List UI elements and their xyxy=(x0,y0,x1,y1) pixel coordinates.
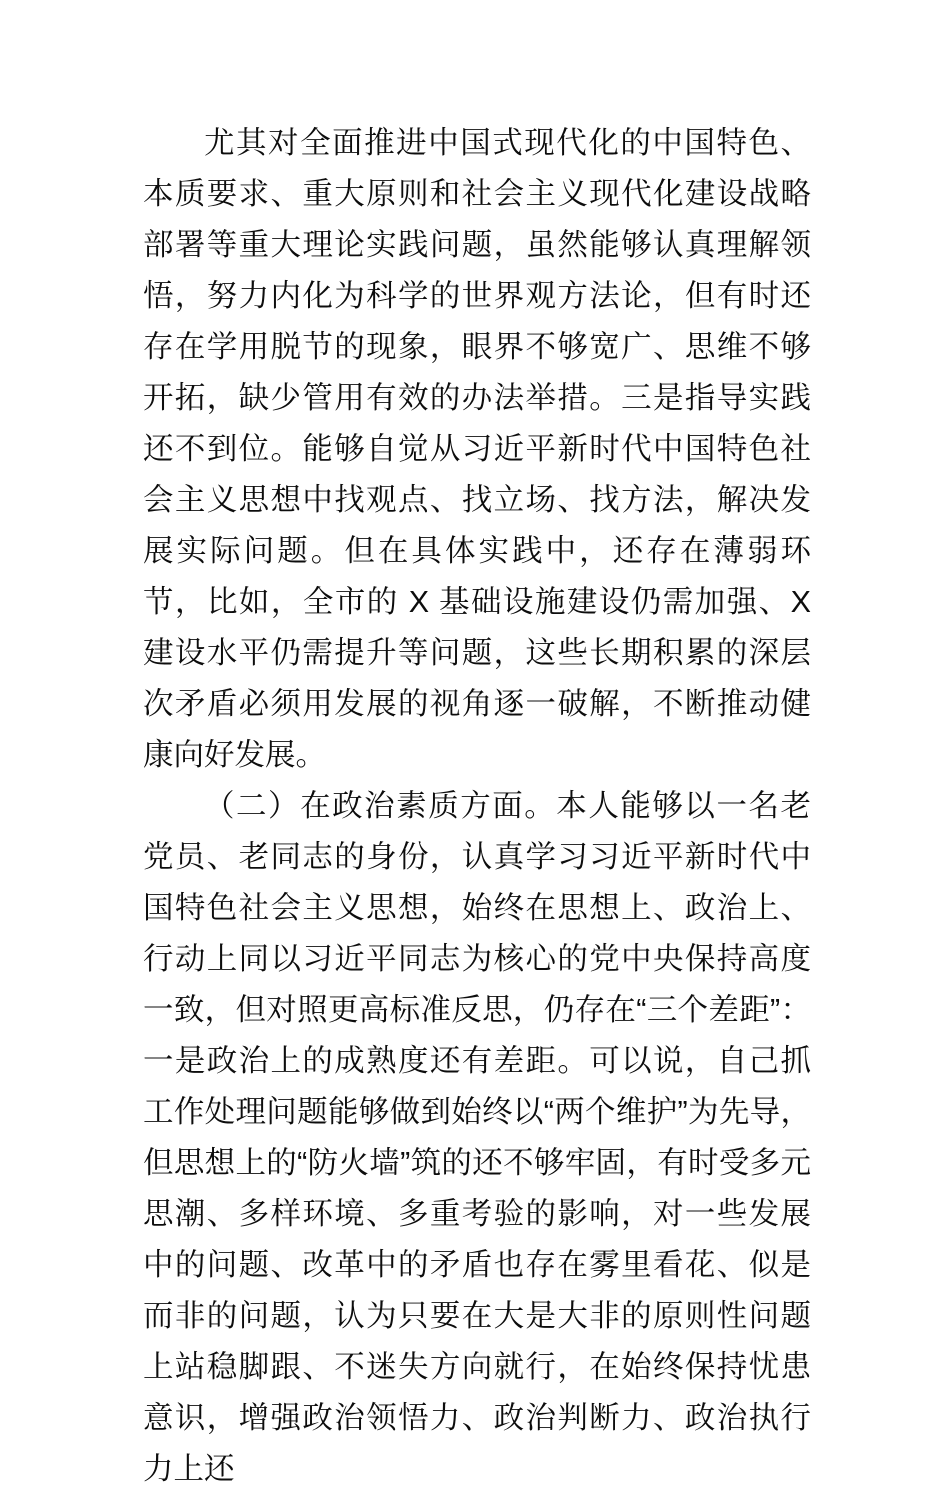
document-body xyxy=(143,118,811,1495)
paragraph-2: （二）在政治素质方面。本人能够以一名老党员、老同志的身份，认真学习习近平新时代中国特色社会主义思想，始终在思想上、政治上、行动上同以习近平同志为核心的党中央保持高度一致，但对照更高标准反思，仍存在“三个差距”：一是政治上的成熟度还有差距。可以说，自己抓工作处理问题能够做到始终以“两个维护”为先导，但思想上的“防火墙”筑的还不够牢固，有时受多元思潮、多样环境、多重考验的影响，对一些发展中的问题、改革中的矛盾也存在雾里看花、似是而非的问题，认为只要在大是大非的原则性问题上站稳脚跟、不迷失方向就行，在始终保持忧患意识，增强政治领悟力、政治判断力、政治执行力上还 xyxy=(143,789,811,1486)
paragraph-1: 尤其对全面推进中国式现代化的中国特色、本质要求、重大原则和社会主义现代化建设战略部署等重大理论实践问题，虽然能够认真理解领悟，努力内化为科学的世界观方法论，但有时还存在学用脱节的现象，眼界不够宽广、思维不够开拓，缺少管用有效的办法举措。三是指导实践还不到位。能够自觉从习近平新时代中国特色社会主义思想中找观点、找立场、找方法，解决发展实际问题。但在具体实践中，还存在薄弱环节，比如，全市的 X 基础设施建设仍需加强、X 建设水平仍需提升等问题，这些长期积累的深层次矛盾必须用发展的视角逐一破解，不断推动健康向好发展。 xyxy=(143,126,811,772)
